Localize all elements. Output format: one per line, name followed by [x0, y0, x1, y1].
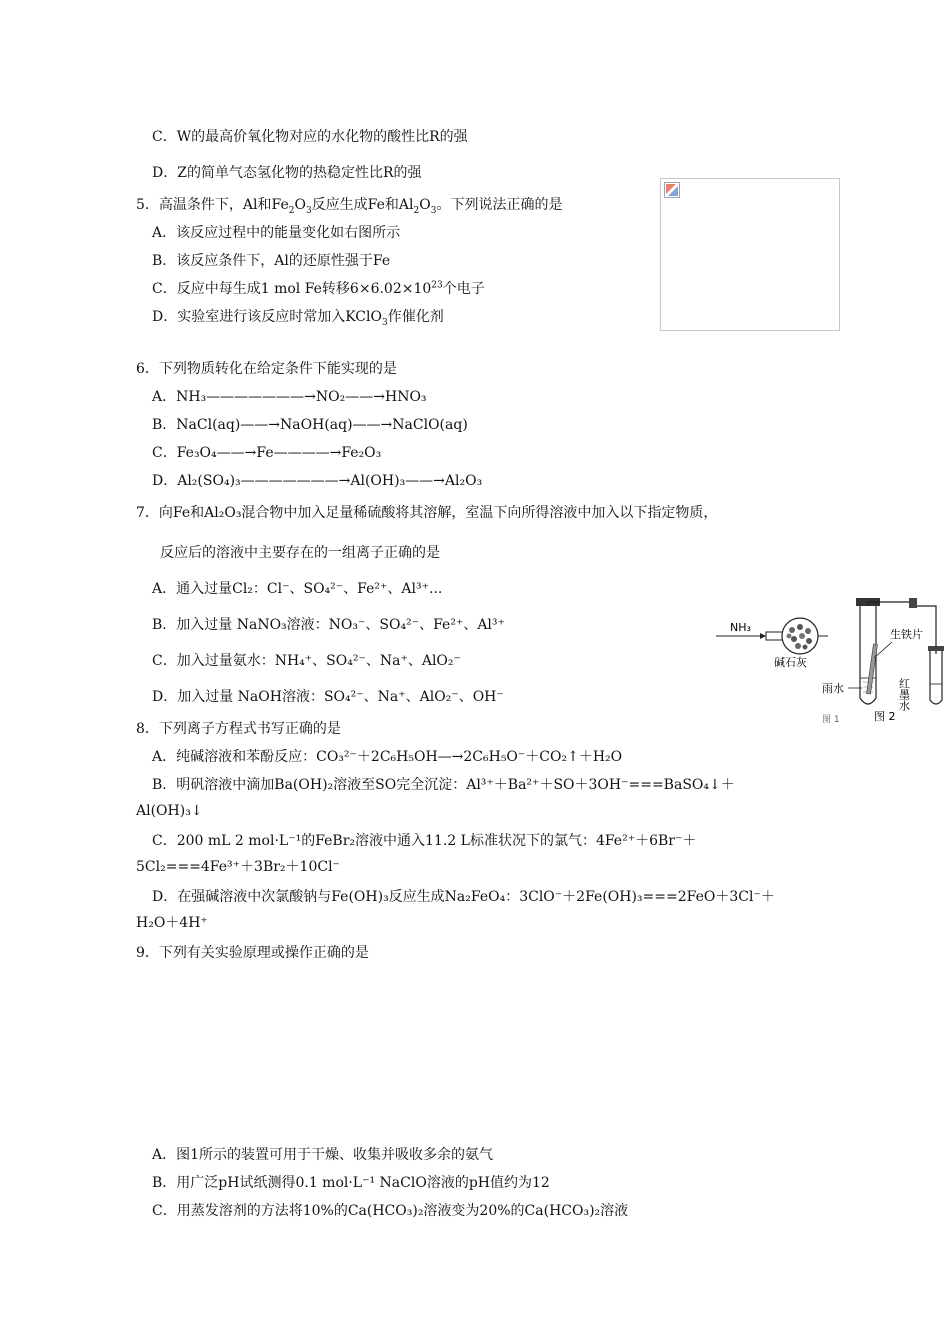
q8-option-d-line2: H₂O＋4H⁺	[136, 915, 208, 931]
q9-option-c: C．用蒸发溶剂的方法将10%的Ca(HCO₃)₂溶液变为20%的Ca(HCO₃)₂溶液	[152, 1203, 629, 1219]
q7-stem-line1: 7．向Fe和Al₂O₃混合物中加入足量稀硫酸将其溶解，室温下向所得溶液中加入以下指定物质，	[136, 505, 718, 521]
red-ink-label: 红墨水	[897, 678, 911, 711]
q8-option-a: A．纯碱溶液和苯酚反应：CO₃²⁻＋2C₆H₅OH—→2C₆H₅O⁻＋CO₂↑＋H₂O	[152, 749, 623, 765]
figure-1-caption: 图 1	[822, 715, 840, 724]
nh3-label: NH₃	[730, 621, 751, 634]
q5-option-a: A．该反应过程中的能量变化如右图所示	[152, 225, 401, 241]
q7-option-c: C．加入过量氨水：NH₄⁺、SO₄²⁻、Na⁺、AlO₂⁻	[152, 653, 461, 669]
q9-option-a: A．图1所示的装置可用于干燥、收集并吸收多余的氨气	[152, 1147, 494, 1163]
soda-lime-label: 碱石灰	[774, 656, 807, 669]
q9-option-b: B．用广泛pH试纸测得0.1 mol·L⁻¹ NaClO溶液的pH值约为12	[152, 1175, 550, 1191]
q4-option-d: D．Z的简单气态氢化物的热稳定性比R的强	[152, 165, 422, 181]
energy-diagram-placeholder	[660, 178, 840, 331]
q5-stem: 5．高温条件下，Al和$Fe_2O_3$反应生成Fe和$Al_2O_3$。下列说法正确的是	[136, 197, 563, 216]
q6-option-c: C．Fe₃O₄——→Fe————→Fe₂O₃	[152, 445, 382, 461]
q5-option-c: C．反应中每生成1 mol Fe转移$6\times 6.02\times 10^{23}$个电子	[152, 280, 485, 297]
q4-option-c: C．W的最高价氧化物对应的水化物的酸性比R的强	[152, 129, 468, 145]
q6-stem: 6．下列物质转化在给定条件下能实现的是	[136, 361, 397, 377]
figure-2	[822, 598, 944, 723]
q7-option-d: D．加入过量 NaOH溶液：SO₄²⁻、Na⁺、AlO₂⁻、OH⁻	[152, 689, 504, 705]
q6-option-b: B．NaCl(aq)——→NaOH(aq)——→NaClO(aq)	[152, 417, 468, 433]
q7-option-b: B．加入过量 NaNO₃溶液：NO₃⁻、SO₄²⁻、Fe²⁺、Al³⁺	[152, 617, 505, 633]
q6-option-a: A．NH₃———————→NO₂——→HNO₃	[152, 389, 427, 405]
q7-option-a: A．通入过量Cl₂：Cl⁻、SO₄²⁻、Fe²⁺、Al³⁺...	[152, 581, 443, 597]
q8-stem: 8．下列离子方程式书写正确的是	[136, 721, 341, 737]
figure-2-caption: 图 2	[874, 710, 896, 723]
q5-option-d: D．实验室进行该反应时常加入KClO$_3$作催化剂	[152, 309, 444, 328]
q8-option-c-line2: 5Cl₂===4Fe³⁺＋3Br₂＋10Cl⁻	[136, 859, 340, 875]
q9-stem: 9．下列有关实验原理或操作正确的是	[136, 945, 369, 961]
q8-option-d-line1: D．在强碱溶液中次氯酸钠与Fe(OH)₃反应生成Na₂FeO₄：3ClO⁻＋2Fe(OH)₃===2FeO＋3Cl⁻＋	[152, 889, 775, 905]
q6-option-d: D．Al₂(SO₄)₃———————→Al(OH)₃——→Al₂O₃	[152, 473, 483, 489]
figure-1	[716, 618, 840, 724]
iron-label: 生铁片	[890, 628, 923, 641]
q5-option-b: B．该反应条件下，Al的还原性强于Fe	[152, 253, 391, 269]
q8-option-b-line2: Al(OH)₃↓	[136, 803, 203, 819]
apparatus-figure	[714, 594, 950, 724]
broken-image-icon	[664, 182, 680, 198]
test-tube-right	[930, 650, 942, 704]
q8-option-b-line1: B．明矾溶液中滴加Ba(OH)₂溶液至SO完全沉淀：Al³⁺＋Ba²⁺＋SO＋3OH⁻===BaSO₄↓＋	[152, 777, 735, 793]
rain-water-label: 雨水	[822, 682, 844, 695]
q8-option-c-line1: C．200 mL 2 mol·L⁻¹的FeBr₂溶液中通入11.2 L标准状况下的氯气：4Fe²⁺＋6Br⁻＋	[152, 833, 697, 849]
q7-stem-line2: 反应后的溶液中主要存在的一组离子正确的是	[160, 545, 440, 561]
